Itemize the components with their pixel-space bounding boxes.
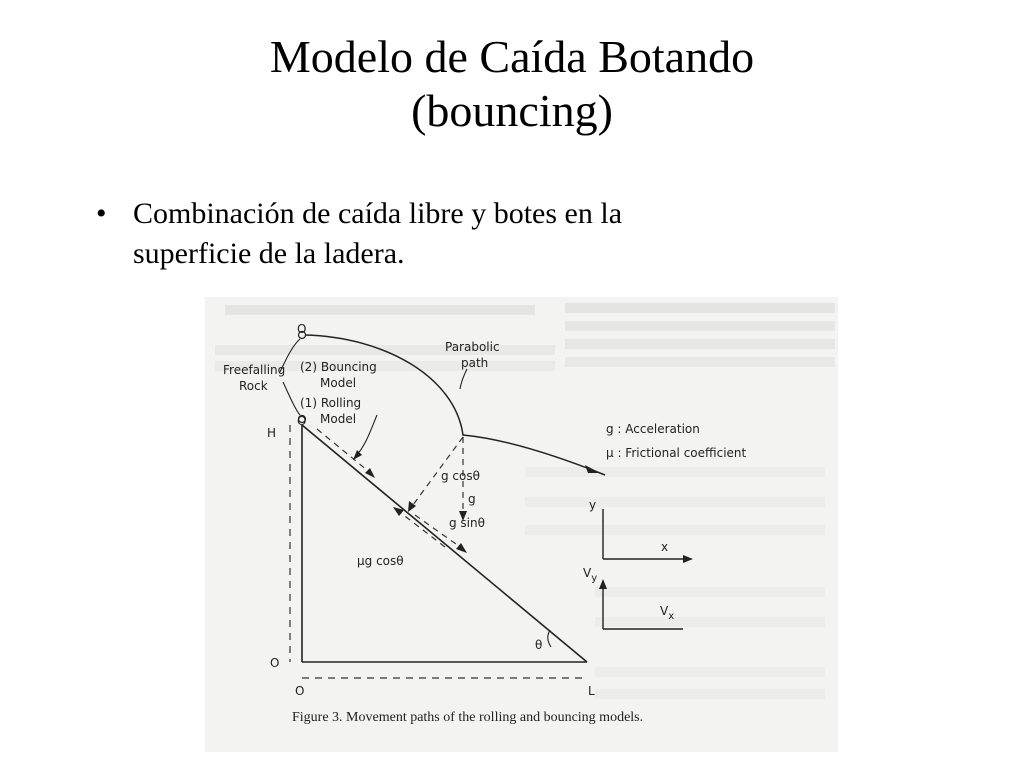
label-theta: θ [535,638,543,652]
label-mu-g-cos: μg cosθ [357,554,404,568]
legend-friction: μ : Frictional coefficient [606,446,747,460]
scan-ghost-text [565,339,835,349]
scan-ghost-text [225,305,535,315]
slide-title-line1: Modelo de Caída Botando [269,31,755,82]
axis-label-vx-sub: x [668,611,675,622]
scanned-figure [205,297,838,752]
scan-ghost-text [525,525,825,535]
figure-caption: Figure 3. Movement paths of the rolling and bouncing models. [292,710,644,725]
label-g-cos: g cosθ [441,469,480,483]
label-o-left: O [270,656,280,670]
axis-label-vy-sub: y [591,573,598,584]
bullet-text-line2: superficie de la ladera. [133,237,405,270]
bullet-dot: • [96,197,107,230]
bullet-text [133,194,833,274]
label-h: H [267,426,277,440]
label-g: g [468,492,476,506]
axis-label-vy-main: V [583,566,592,580]
label-freefalling-line2: Rock [239,379,268,393]
legend-acceleration: g : Acceleration [606,422,700,436]
scan-ghost-text [565,303,835,313]
slide-title-line2: (bouncing) [411,85,613,136]
axis-label-x: x [661,540,669,554]
label-rolling-line2: Model [320,412,357,426]
label-parabolic-line2: path [461,356,489,370]
scan-ghost-text [595,667,825,677]
label-parabolic-line1: Parabolic [445,340,500,354]
label-bouncing-line2: Model [320,376,357,390]
scan-ghost-text [595,587,825,597]
label-l: L [588,684,595,698]
slide-title [0,30,1024,138]
scan-ghost-text [525,467,825,477]
scan-ghost-text [565,357,835,367]
axis-label-vx-main: V [660,604,669,618]
scan-ghost-text [595,689,825,699]
label-freefalling-line1: Freefalling [223,363,286,377]
axis-label-y: y [589,498,597,512]
bullet-text-line1: Combinación de caída libre y botes en la [133,197,623,230]
label-bouncing-line1: (2) Bouncing [300,360,377,374]
label-rolling-line1: (1) Rolling [300,396,362,410]
scan-ghost-text [565,321,835,331]
label-o-top-2: O [297,414,307,428]
scan-ghost-text [525,497,825,507]
label-o-bottom: O [295,684,305,698]
scan-ghost-text [595,617,825,627]
figure-diagram [205,297,838,752]
label-g-sin: g sinθ [449,516,485,530]
label-o-top-1: O [297,322,307,336]
